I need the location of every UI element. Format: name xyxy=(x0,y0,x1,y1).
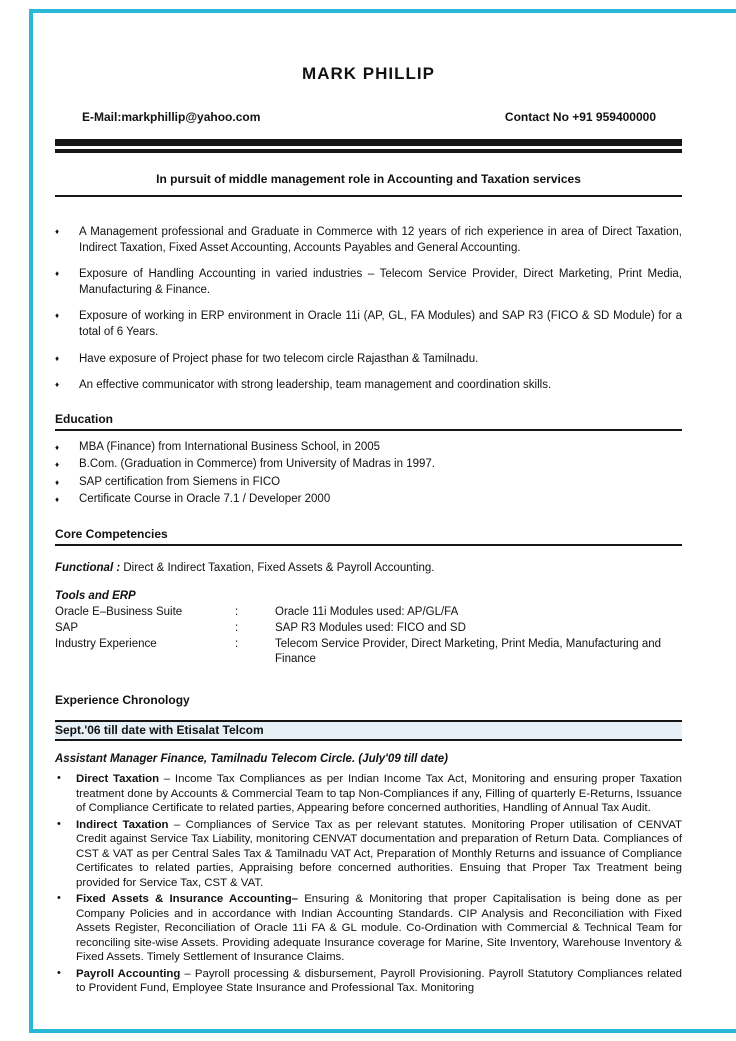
education-bullet: ♦ SAP certification from Siemens in FICO xyxy=(55,475,682,491)
objective-statement: In pursuit of middle management role in Accounting and Taxation services xyxy=(156,172,581,186)
tools-row-value: Telecom Service Provider, Direct Marketing, Print Media, Manufacturing and Finance xyxy=(275,637,662,666)
experience-bullet xyxy=(55,818,682,890)
contact-row xyxy=(55,110,682,124)
rule-bar-thick xyxy=(55,139,682,146)
diamond-bullet-icon: ♦ xyxy=(55,269,60,279)
tools-row-value: Oracle 11i Modules used: AP/GL/FA xyxy=(275,605,459,618)
education-bullet: ♦ MBA (Finance) from International Business School, in 2005 xyxy=(55,440,682,456)
tools-row-label: Oracle E–Business Suite xyxy=(55,605,183,618)
diamond-bullet-icon: ♦ xyxy=(55,379,60,389)
functional-text: Direct & Indirect Taxation, Fixed Assets & Payroll Accounting. xyxy=(120,561,435,574)
diamond-bullet-icon: ♦ xyxy=(55,477,60,487)
experience-bullet xyxy=(55,772,682,815)
diamond-bullet-icon: ♦ xyxy=(55,311,60,321)
summary-list xyxy=(55,224,682,393)
diamond-bullet-icon: ♦ xyxy=(55,460,60,470)
education-bullet: ♦ B.Com. (Graduation in Commerce) from University of Madras in 1997. xyxy=(55,457,682,473)
summary-bullet: ♦ Exposure of Handling Accounting in varied industries – Telecom Service Provider, Direct Marketing, Print Media, Manufacturing & Finance. xyxy=(55,266,682,298)
email-text: E-Mail:markphillip@yahoo.com xyxy=(82,110,261,124)
experience-bullet xyxy=(55,892,682,964)
tools-row xyxy=(55,637,682,669)
functional-label: Functional : xyxy=(55,561,121,574)
tools-row-separator: : xyxy=(235,605,239,618)
education-list xyxy=(55,440,682,508)
dot-bullet-icon: • xyxy=(57,892,61,905)
tools-erp-table xyxy=(55,605,682,668)
tools-row-value: SAP R3 Modules used: FICO and SD xyxy=(275,621,466,634)
role-heading: Assistant Manager Finance, Tamilnadu Telecom Circle. (July'09 till date) xyxy=(55,753,448,766)
tools-row-label: Industry Experience xyxy=(55,637,157,650)
candidate-name: MARK PHILLIP xyxy=(302,64,435,83)
diamond-bullet-icon: ♦ xyxy=(55,495,60,505)
summary-bullet: ♦ Exposure of working in ERP environment in Oracle 11i (AP, GL, FA Modules) and SAP R3 (FICO & SD Module) for a total of 6 Years. xyxy=(55,308,682,340)
dot-bullet-icon: • xyxy=(57,772,61,785)
employer-heading: Sept.'06 till date with Etisalat Telcom xyxy=(55,720,682,741)
dot-bullet-icon: • xyxy=(57,966,61,979)
experience-bullet-text: Direct Taxation – Income Tax Compliances as per Indian Income Tax Act, Monitoring and ensuring proper Taxation treatment done by Accounts & Commercial Team to tap Non-Compliances if any, Filling of quarterly E-Returns, Issuance of Compliance Certificate to related parties, Appearing before concerned authorities, Handling of Annual Tax Audit. xyxy=(76,773,682,815)
objective-divider xyxy=(55,195,682,197)
summary-bullet: ♦ Have exposure of Project phase for two telecom circle Rajasthan & Tamilnadu. xyxy=(55,351,682,367)
education-bullet: ♦ Certificate Course in Oracle 7.1 / Developer 2000 xyxy=(55,492,682,508)
core-competencies-section-title: Core Competencies xyxy=(55,527,682,546)
experience-bullet-text: Payroll Accounting – Payroll processing & disbursement, Payroll Provisioning. Payroll Statutory Compliances related to Provident Fund, Employee State Insurance and Professional Tax. Monitoring xyxy=(76,967,683,995)
experience-list xyxy=(55,772,682,995)
experience-bullet-text: Fixed Assets & Insurance Accounting– Ensuring & Monitoring that proper Capitalisation is being done as per Company Policies and in accordance with Indian Accounting Standards. CIP Analysis and Reconciliation with Fixed Assets Register, Reconciliation of Oracle 11i FA & GL module. Co-Ordination with Commercial & Technical Team for reconciling site-wise Assets. Providing adequate Insurance coverage for Marine, Site Inventory, Warehouse Inventory & Fixed Assets. Timely Settlement of Insurance Claims. xyxy=(76,893,682,964)
tools-row-separator: : xyxy=(235,621,239,634)
tools-row xyxy=(55,605,682,621)
tools-row xyxy=(55,621,682,637)
dot-bullet-icon: • xyxy=(57,817,61,830)
experience-bullet xyxy=(55,967,682,996)
summary-bullet: ♦ An effective communicator with strong leadership, team management and coordination skills. xyxy=(55,377,682,393)
education-section-title: Education xyxy=(55,412,682,431)
experience-section-title: Experience Chronology xyxy=(55,693,190,708)
resume-content xyxy=(55,64,682,998)
tools-row-separator: : xyxy=(235,637,239,650)
experience-bullet-text: Indirect Taxation – Compliances of Service Tax as per relevant statutes. Monitoring Proper utilisation of CENVAT Credit against Service Tax Liability, monitoring CENVAT documentation and preparation of Return Data. Compliances of CST & VAT as per Central Sales Tax & Tamilnadu VAT Act, Preparation of Monthly Returns and issuance of Compliance Certificates to related parties, Appraising before concerned authorities. Ensuing that Proper Tax Treatment being provided for Service Tax, CST & VAT. xyxy=(76,818,682,889)
phone-text: Contact No +91 959400000 xyxy=(504,110,656,124)
diamond-bullet-icon: ♦ xyxy=(55,227,60,236)
diamond-bullet-icon: ♦ xyxy=(55,353,60,363)
double-rule-divider xyxy=(55,139,682,153)
summary-bullet: ♦ A Management professional and Graduate in Commerce with 12 years of rich experience in area of Direct Taxation, Indirect Taxation, Fixed Asset Accounting, Accounts Payables and General Accounting. xyxy=(55,224,682,256)
functional-line xyxy=(55,562,682,574)
diamond-bullet-icon: ♦ xyxy=(55,442,60,452)
tools-row-label: SAP xyxy=(55,621,79,634)
tools-erp-title: Tools and ERP xyxy=(55,589,136,602)
rule-bar-thin xyxy=(55,149,682,153)
